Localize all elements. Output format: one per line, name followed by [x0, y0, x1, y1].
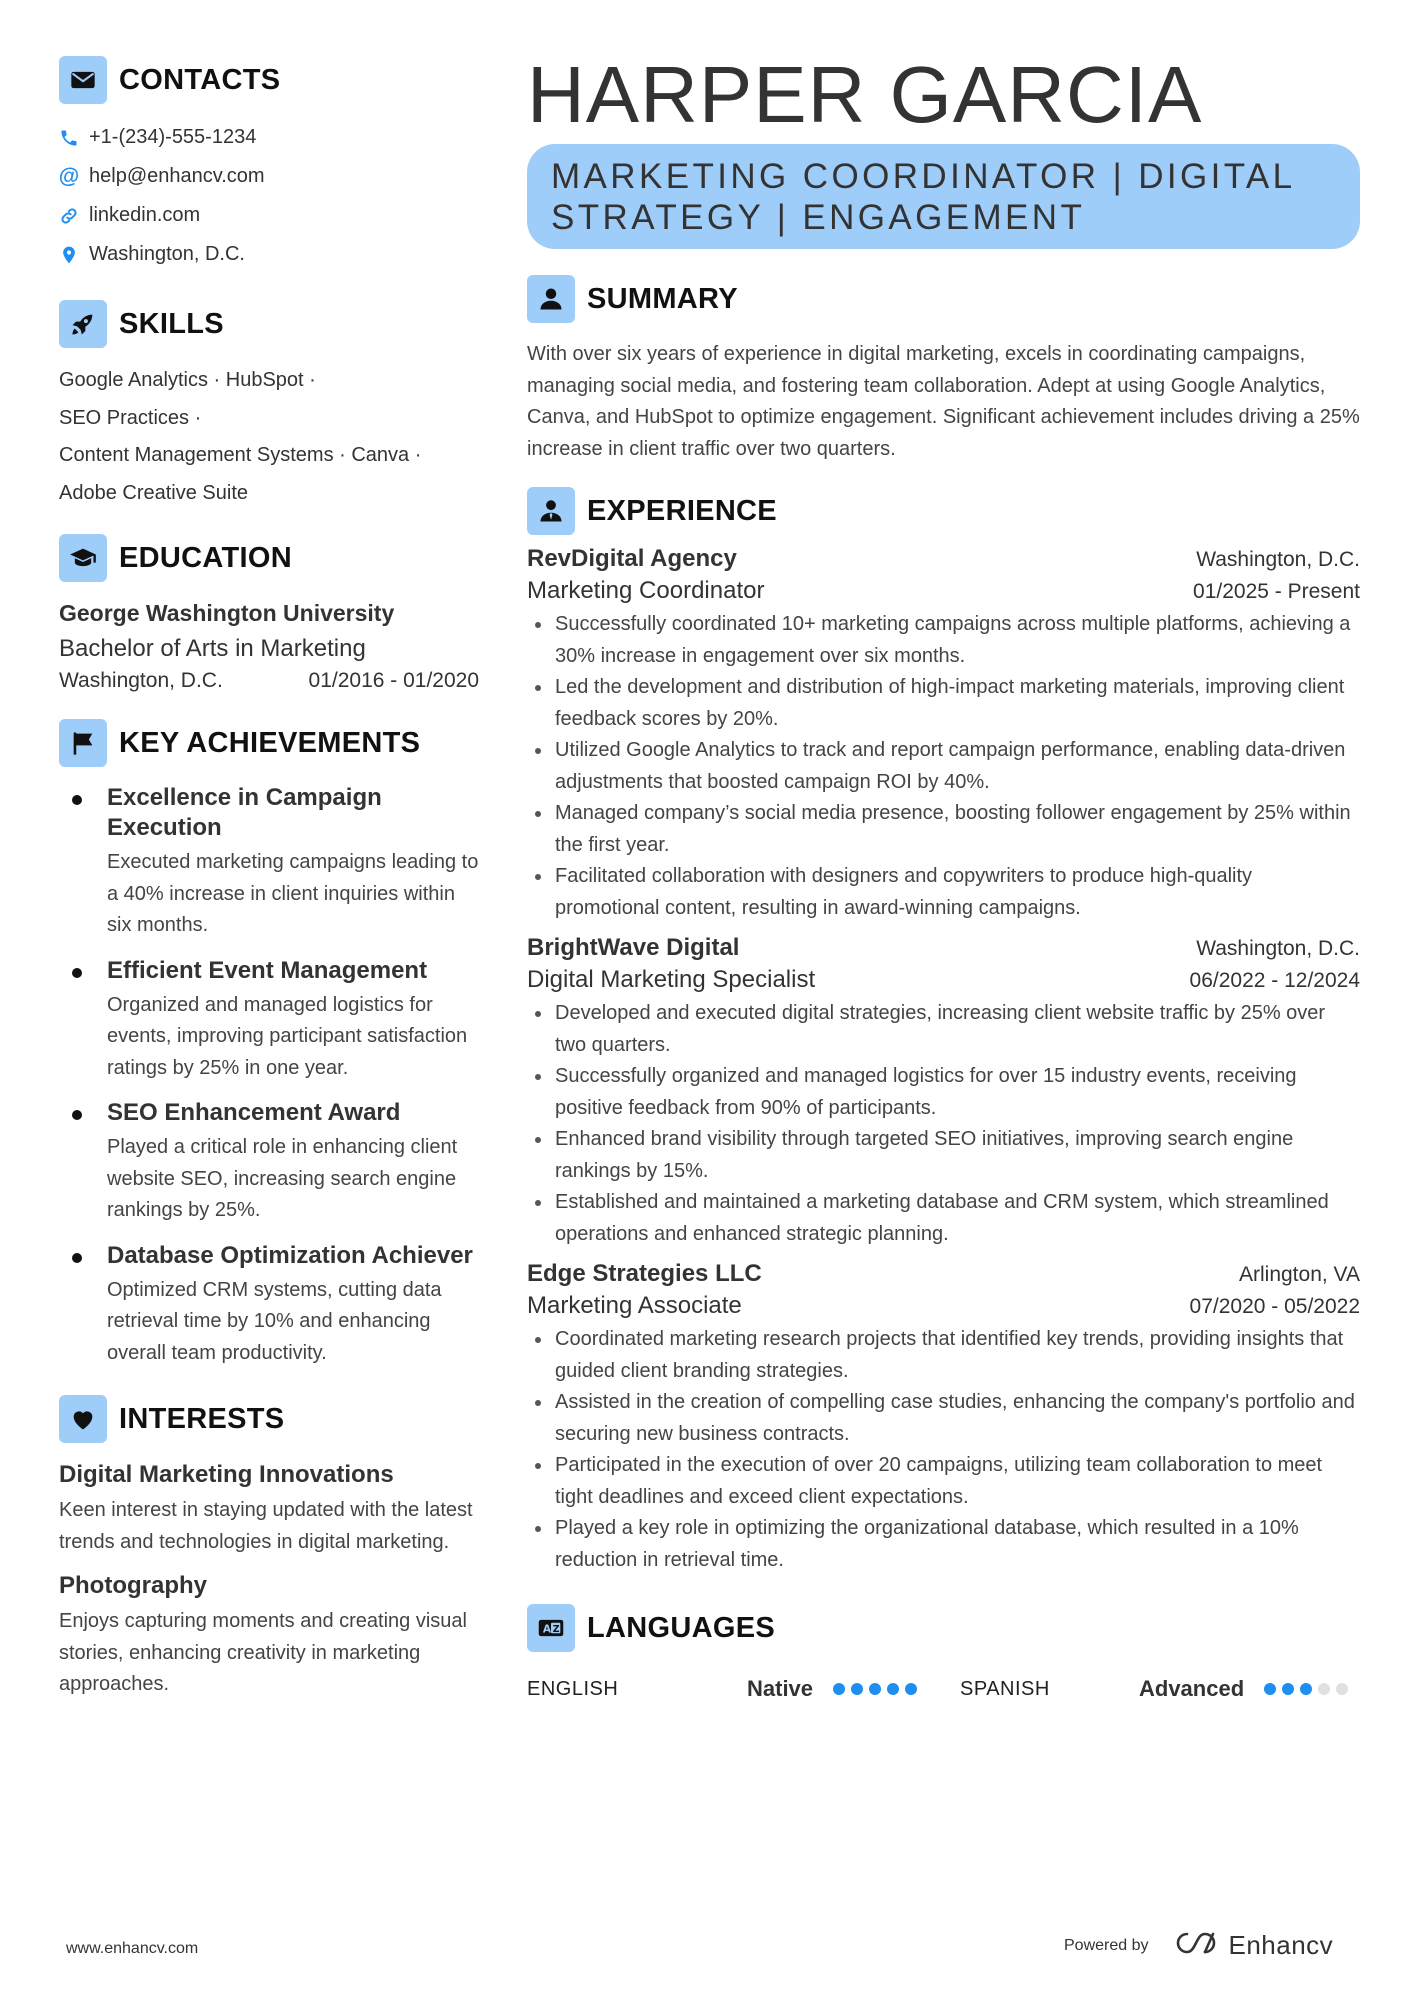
education-dates: 01/2016 - 01/2020 — [308, 669, 479, 692]
section-title: EDUCATION — [119, 541, 292, 574]
achievement-list — [59, 783, 479, 1369]
education-meta — [59, 669, 479, 693]
job-location: Washington, D.C. — [1196, 548, 1360, 571]
svg-text:Z: Z — [552, 1624, 560, 1636]
skills-heading — [59, 300, 479, 348]
rating-dot-filled — [1282, 1683, 1294, 1695]
rating-dot-filled — [869, 1683, 881, 1695]
interest-title: Digital Marketing Innovations — [59, 1461, 394, 1488]
job-role: Marketing Coordinator — [527, 577, 765, 604]
achievement-item — [59, 1098, 479, 1227]
right-column — [527, 50, 1360, 1704]
map-pin-icon — [59, 244, 79, 266]
job-title: MARKETING COORDINATOR | DIGITAL STRATEGY | ENGAGEMENT — [551, 157, 1295, 237]
rating-dot-filled — [833, 1683, 845, 1695]
job-entry — [527, 545, 1360, 924]
job-dates: 01/2025 - Present — [1193, 580, 1360, 603]
job-dates: 07/2020 - 05/2022 — [1189, 1295, 1360, 1318]
rating-dot-filled — [1264, 1683, 1276, 1695]
job-location: Washington, D.C. — [1196, 937, 1360, 960]
bullet-dot — [72, 795, 82, 805]
language-rating — [1264, 1683, 1348, 1695]
flag-icon — [59, 719, 107, 767]
language-name: SPANISH — [960, 1677, 1050, 1700]
achievement-desc: Optimized CRM systems, cutting data retrieval time by 10% and enhancing overall team productivity. — [107, 1278, 442, 1364]
rating-dot-filled — [851, 1683, 863, 1695]
job-bullets — [527, 609, 1360, 924]
footer-website[interactable]: www.enhancv.com — [66, 1940, 199, 1957]
contact-list — [59, 118, 479, 274]
language-rating — [833, 1683, 917, 1695]
achievement-item — [59, 783, 479, 942]
job-header — [527, 934, 1360, 962]
contacts-heading — [59, 56, 479, 104]
achievement-desc: Organized and managed logistics for events, improving participant satisfaction ratings by 25% in one year. — [107, 993, 468, 1079]
skills-list — [59, 362, 479, 512]
section-title: KEY ACHIEVEMENTS — [119, 726, 421, 759]
job-location: Arlington, VA — [1238, 1263, 1360, 1286]
interest-desc: Enjoys capturing moments and creating visual stories, enhancing creativity in marketing approaches. — [59, 1610, 467, 1695]
skills-line: Google Analytics · HubSpot · — [59, 369, 316, 391]
link-icon — [59, 205, 79, 227]
user-icon — [527, 275, 575, 323]
education-degree: Bachelor of Arts in Marketing — [59, 635, 366, 662]
achievement-item — [59, 956, 479, 1085]
contact-location — [59, 235, 479, 274]
bullet-dot — [72, 968, 82, 978]
rating-dot-filled — [887, 1683, 899, 1695]
job-bullet: Enhanced brand visibility through targeted SEO initiatives, improving search engine rankings by 15%. — [527, 1124, 1360, 1187]
interest-item — [59, 1461, 479, 1558]
achievement-desc: Played a critical role in enhancing client website SEO, increasing search engine rankings by 25%. — [107, 1136, 458, 1221]
achievement-title: SEO Enhancement Award — [107, 1099, 401, 1126]
interest-item — [59, 1572, 479, 1701]
section-title: LANGUAGES — [587, 1611, 775, 1644]
skills-line: Adobe Creative Suite — [59, 481, 249, 504]
rocket-icon — [59, 300, 107, 348]
section-title: SUMMARY — [587, 282, 738, 315]
section-title: EXPERIENCE — [587, 494, 777, 527]
job-entry — [527, 1260, 1360, 1576]
envelope-icon — [59, 56, 107, 104]
job-bullet: Successfully coordinated 10+ marketing campaigns across multiple platforms, achieving a 30% increase in engagement over six months. — [527, 609, 1360, 672]
translate-icon — [527, 1604, 575, 1652]
heart-icon — [59, 1395, 107, 1443]
education-school: George Washington University — [59, 600, 395, 626]
skills-line: SEO Practices · — [59, 406, 202, 429]
job-header — [527, 545, 1360, 573]
location-text: Washington, D.C. — [89, 243, 245, 265]
experience-heading — [527, 487, 1360, 535]
language-item — [527, 1676, 927, 1702]
job-bullet: Established and maintained a marketing database and CRM system, which streamlined operations and enhanced strategic planning. — [527, 1187, 1360, 1250]
language-row — [527, 1674, 1360, 1704]
job-role: Marketing Associate — [527, 1292, 742, 1319]
education-location: Washington, D.C. — [59, 669, 223, 692]
brand-name: Enhancv — [1228, 1930, 1334, 1960]
language-name: ENGLISH — [527, 1677, 619, 1700]
job-dates: 06/2022 - 12/2024 — [1189, 969, 1360, 992]
achievement-title: Database Optimization Achiever — [107, 1241, 473, 1269]
phone-text: +1-(234)-555-1234 — [89, 126, 257, 148]
job-bullet: Facilitated collaboration with designers and copywriters to produce high-quality promotional content, resulting in award-winning campaigns. — [527, 861, 1360, 924]
section-title: SKILLS — [119, 307, 224, 340]
language-item — [960, 1676, 1348, 1702]
contact-phone[interactable] — [59, 118, 479, 157]
business-person-icon — [527, 487, 575, 535]
svg-text:A: A — [542, 1623, 551, 1636]
summary-text: With over six years of experience in digital marketing, excels in coordinating campaigns, managing social media, and fostering team collaboration. Adept at using Google Analytics, Canva, and HubSpot to optimize engagement. Significant achievement includes driving a 25% increase in client traffic over two quarters. — [527, 343, 1360, 460]
education-heading — [59, 534, 479, 582]
title-banner — [527, 144, 1360, 249]
job-bullet: Coordinated marketing research projects that identified key trends, providing insights that guided client branding strategies. — [527, 1324, 1360, 1387]
language-level: Advanced — [1139, 1676, 1245, 1701]
job-bullet: Led the development and distribution of high-impact marketing materials, improving client feedback scores by 20%. — [527, 672, 1360, 735]
job-company: Edge Strategies LLC — [527, 1260, 762, 1287]
job-bullets — [527, 1324, 1360, 1576]
achievement-title: Efficient Event Management — [107, 956, 428, 984]
job-bullets — [527, 998, 1360, 1250]
rating-dot-filled — [905, 1683, 917, 1695]
job-bullet: Utilized Google Analytics to track and report campaign performance, enabling data-driven adjustments that boosted campaign ROI by 40%. — [527, 735, 1360, 798]
job-company: BrightWave Digital — [527, 934, 740, 961]
language-level: Native — [747, 1676, 814, 1701]
achievement-desc: Executed marketing campaigns leading to a 40% increase in client inquiries within six months. — [107, 851, 479, 936]
job-bullet: Played a key role in optimizing the organizational database, which resulted in a 10% reduction in retrieval time. — [527, 1513, 1360, 1576]
enhancv-logo-icon — [1175, 1930, 1221, 1961]
powered-by-text: Powered by — [1064, 1936, 1149, 1954]
skills-line: Content Management Systems · Canva · — [59, 444, 422, 466]
candidate-name: HARPER GARCIA — [527, 50, 1203, 139]
bullet-dot — [72, 1110, 82, 1120]
rating-dot-empty — [1318, 1683, 1330, 1695]
job-bullet: Successfully organized and managed logistics for over 15 industry events, receiving positive feedback from 90% of participants. — [527, 1061, 1360, 1124]
job-bullet: Assisted in the creation of compelling case studies, enhancing the company's portfolio and securing new business contracts. — [527, 1387, 1360, 1450]
rating-dot-empty — [1336, 1683, 1348, 1695]
job-subheader — [527, 1292, 1360, 1320]
job-header — [527, 1260, 1360, 1288]
bullet-dot — [72, 1253, 82, 1263]
left-column — [59, 56, 479, 1701]
job-company: RevDigital Agency — [527, 545, 737, 572]
at-icon: @ — [58, 164, 80, 188]
achievements-heading — [59, 719, 479, 767]
job-role: Digital Marketing Specialist — [527, 966, 816, 993]
interest-title: Photography — [59, 1572, 207, 1599]
job-bullet: Managed company’s social media presence, boosting follower engagement by 25% within the first year. — [527, 798, 1360, 861]
contact-email[interactable] — [59, 157, 479, 196]
phone-icon — [59, 127, 79, 149]
rating-dot-filled — [1300, 1683, 1312, 1695]
job-bullet: Developed and executed digital strategies, increasing client website traffic by 25% over two quarters. — [527, 998, 1360, 1061]
footer-branding — [1064, 1930, 1333, 1961]
section-title: CONTACTS — [119, 63, 281, 96]
link-text: linkedin.com — [89, 204, 201, 226]
job-subheader — [527, 577, 1360, 605]
interest-list — [59, 1461, 479, 1701]
interests-heading — [59, 1395, 479, 1443]
section-title: INTERESTS — [119, 1402, 285, 1435]
interest-desc: Keen interest in staying updated with the latest trends and technologies in digital marketing. — [59, 1499, 473, 1553]
contact-link[interactable] — [59, 196, 479, 235]
achievement-item — [59, 1241, 479, 1370]
achievement-title: Excellence in Campaign Execution — [107, 784, 382, 841]
job-entry — [527, 934, 1360, 1250]
job-subheader — [527, 966, 1360, 994]
job-bullet: Participated in the execution of over 20 campaigns, utilizing team collaboration to meet tight deadlines and exceed client expectations. — [527, 1450, 1360, 1513]
languages-heading — [527, 1604, 1360, 1652]
email-text: help@enhancv.com — [89, 165, 265, 187]
summary-heading — [527, 275, 1360, 323]
graduation-cap-icon — [59, 534, 107, 582]
